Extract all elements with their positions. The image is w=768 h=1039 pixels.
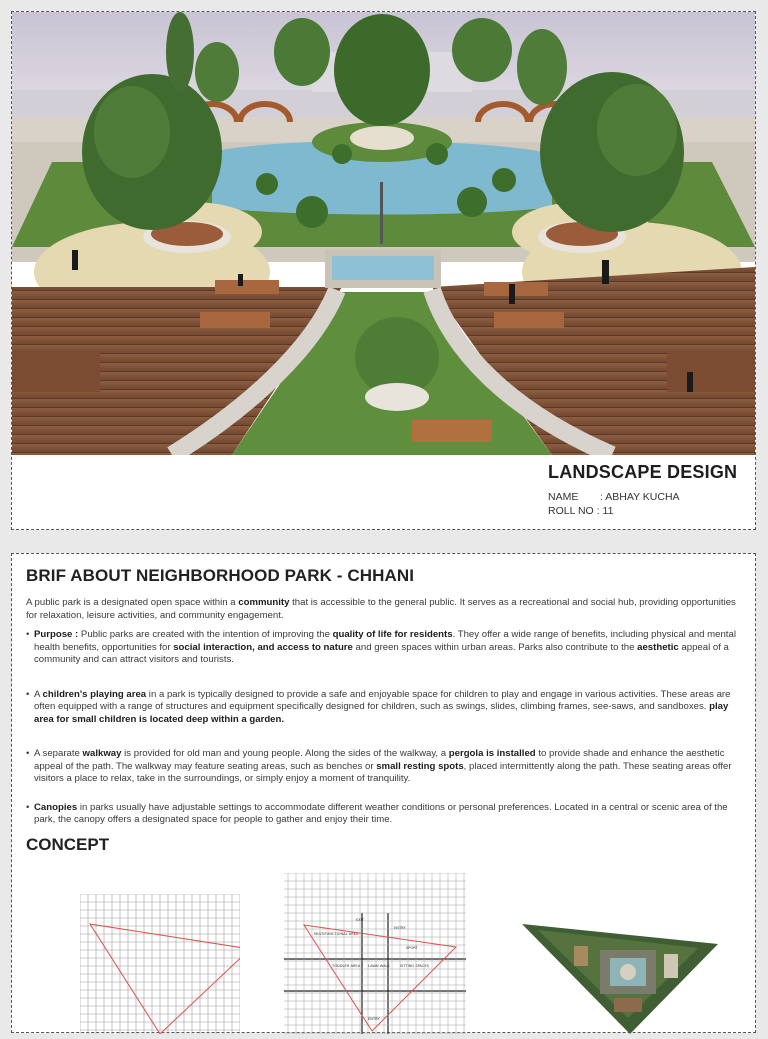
walkway-text-3: , placed intermittently along the path. These seating areas offer visitors a place to relax, take in the surroundings, or simply enjoy a moment of tranquility. [34,760,732,784]
purpose-text-3: and green spaces within urban areas. Parks also contribute to the [352,641,638,653]
children-bold-1: children's playing area [42,688,147,700]
bullet-dot: • [26,629,30,640]
canopies-bullet [26,802,748,827]
sheet-title: LANDSCAPE DESIGN [548,462,738,482]
walkway-text [34,748,748,786]
walkway-bold-3: small resting spots [376,760,464,772]
children-text [34,689,748,727]
canopies-text-1: in parks usually have adjustable settings to accommodate different weather conditions or personal preferences. Located in a central or scenic area of the park, the canopy offers a designated space for people to gather and enjoy their time. [34,801,728,825]
purpose-bold-1: Purpose : [34,629,79,640]
label-exit: EXIT [356,918,364,922]
brief-content [26,566,748,855]
intro-paragraph [26,597,748,622]
canopies-bold-1: Canopies [34,801,78,813]
walkway-bold-1: walkway [82,748,122,759]
site-outline [304,925,456,1031]
label-multifunctional: MULTIFUNCTIONAL AREA [314,932,359,936]
children-text-0: A [34,688,43,700]
label-entry: ENTRY [394,926,406,930]
children-text-1: in a park is typically designed to provide a safe and enjoyable space for children to play and engage in various activities. These areas are often equipped with a range of structures and equipment specifically designed for children, such as swings, slides, climbing frames, see-saws, and sandboxes. [34,688,731,712]
purpose-bold-4: aesthetic [637,641,679,653]
walkway-text-2: to provide shade and enhance the aesthetic appeal of the path. The walkway may feature seating areas, such as benches or [34,748,725,772]
purpose-text-1: Public parks are created with the intention of improving the [78,629,333,640]
brief-heading: BRIF ABOUT NEIGHBORHOOD PARK - CHHANI [26,566,415,585]
title-block [548,462,753,518]
bullet-dot: • [26,688,30,700]
site-outline [90,924,240,1034]
purpose-bold-2: quality of life for residents [332,629,453,640]
label-lawn: LAWN WALK [368,964,390,968]
intro-text-2: that is accessible to the general public. It serves as a recreational and social hub, providing opportunities for relaxation, leisure activities, and community engagement. [26,597,736,621]
site-plan-image [518,918,722,1034]
roll-label: ROLL NO [548,505,594,517]
park-render-image [12,12,755,455]
purpose-bullet [26,629,748,667]
roll-value: : 11 [596,505,614,517]
label-entry-bottom: ENTRY [368,1017,380,1021]
name-row [548,490,753,504]
walkway-text-1: is provided for old man and young people. Along the sides of the walkway, a [121,748,449,759]
roll-row [548,504,753,518]
student-info [548,490,753,518]
intro-text-1: A public park is a designated open space within a [26,597,239,608]
concept-heading: CONCEPT [26,834,110,854]
purpose-text [34,629,748,667]
intro-bold: community [238,597,290,608]
purpose-text-4: appeal of a community and can attract visitors and tourists. [34,641,729,665]
walkway-bullet [26,748,748,786]
children-bullet [26,689,748,727]
purpose-bold-3: social interaction, and access to nature [173,641,353,653]
concept-zoning-diagram [284,873,466,1034]
concept-grid-diagram [80,894,240,1034]
bullet-dot: • [26,801,30,813]
label-toddler: TODDLER AREA [332,964,361,968]
cover-sheet [11,11,756,530]
brief-sheet [11,553,756,1033]
purpose-text-2: . They offer a wide range of benefits, including physical and mental health benefits, opportunities for [34,629,736,653]
name-label: NAME [548,491,579,503]
walkway-text-0: A separate [34,748,83,759]
children-bold-2: play area for small children is located deep within a garden. [34,701,729,725]
label-sport: SPORT [406,946,418,950]
label-sitting: SITTING SPACES [400,964,430,968]
bullet-dot: • [26,748,30,759]
walkway-bold-2: pergola is installed [448,748,536,759]
canopies-text [34,802,748,827]
name-value: : ABHAY KUCHA [600,491,680,503]
